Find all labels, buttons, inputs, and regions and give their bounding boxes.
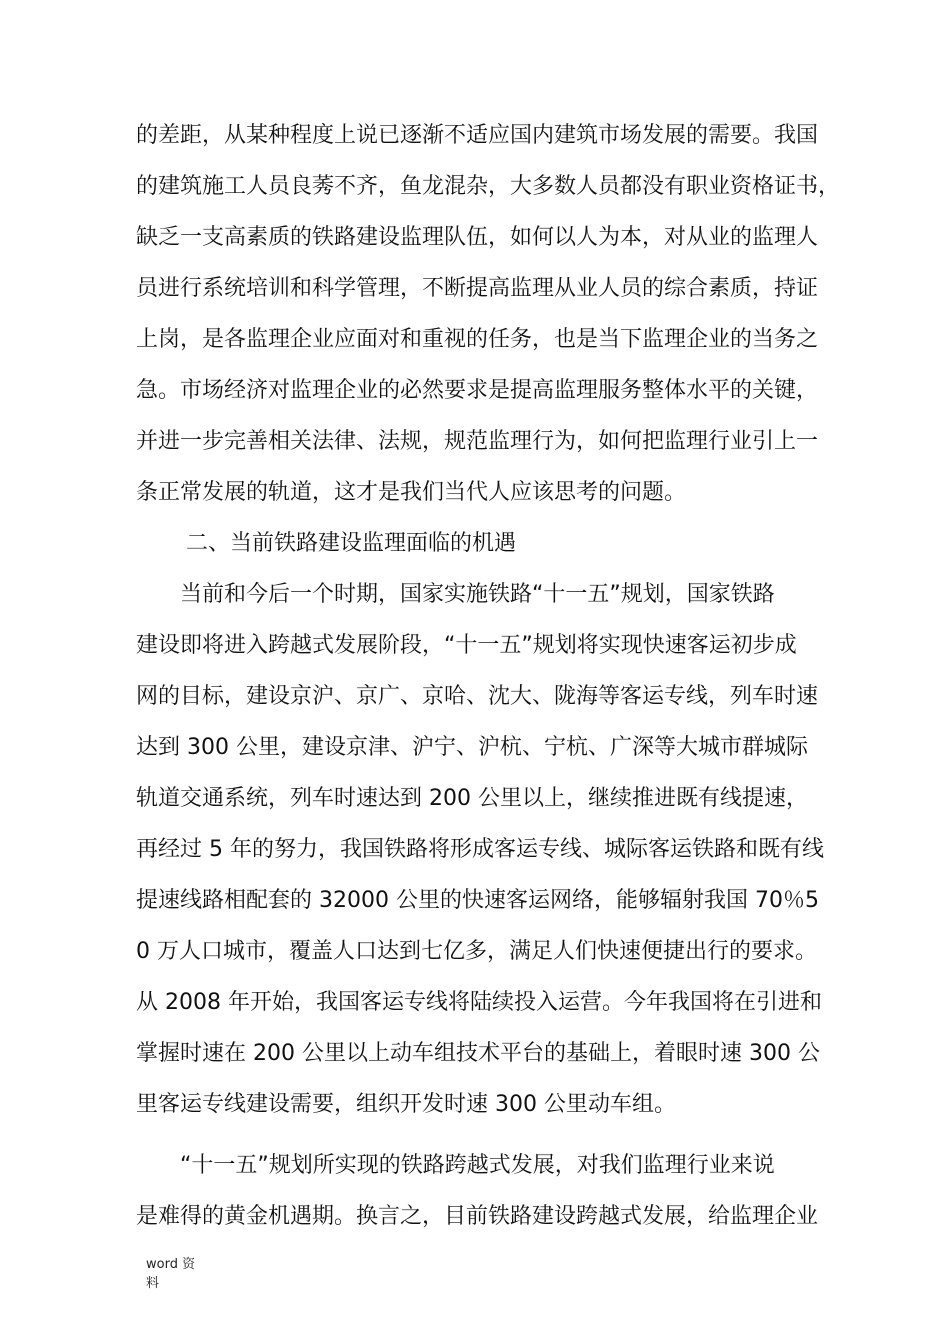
text-line: “十一五”规划所实现的铁路跨越式发展，对我们监理行业来说 bbox=[180, 1153, 775, 1178]
text-line: 当前和今后一个时期，国家实施铁路“十一五”规划，国家铁路 bbox=[180, 582, 775, 607]
paragraph-2 bbox=[136, 569, 836, 1130]
text-line: 员进行系统培训和科学管理，不断提高监理从业人员的综合素质，持证 bbox=[136, 276, 819, 301]
text-line: 网的目标，建设京沪、京广、京哈、沈大、陇海等客运专线，列车时速 bbox=[136, 684, 819, 709]
text-line: 的差距，从某种程度上说已逐渐不适应国内建筑市场发展的需要。我国 bbox=[136, 123, 819, 148]
text-line: 0 万人口城市，覆盖人口达到七亿多，满足人们快速便捷出行的要求。 bbox=[136, 939, 817, 964]
section-heading: 二、当前铁路建设监理面临的机遇 bbox=[186, 531, 517, 556]
text-line: 是难得的黄金机遇期。换言之，目前铁路建设跨越式发展，给监理企业 bbox=[136, 1204, 819, 1229]
text-line: 缺乏一支高素质的铁路建设监理队伍，如何以人为本，对从业的监理人 bbox=[136, 225, 819, 250]
footer-line: word 资 bbox=[146, 1257, 196, 1272]
text-line: 条正常发展的轨道，这才是我们当代人应该思考的问题。 bbox=[136, 480, 687, 505]
paragraph-3 bbox=[136, 1140, 836, 1242]
text-line: 并进一步完善相关法律、法规，规范监理行为，如何把监理行业引上一 bbox=[136, 429, 819, 454]
footer-line: 料 bbox=[146, 1276, 160, 1291]
text-line: 里客运专线建设需要，组织开发时速 300 公里动车组。 bbox=[136, 1092, 676, 1117]
text-line: 的建筑施工人员良莠不齐，鱼龙混杂，大多数人员都没有职业资格证书， bbox=[136, 174, 841, 199]
paragraph-1 bbox=[136, 110, 841, 518]
text-line: 轨道交通系统，列车时速达到 200 公里以上，继续推进既有线提速， bbox=[136, 786, 808, 811]
text-line: 急。市场经济对监理企业的必然要求是提高监理服务整体水平的关键， bbox=[136, 378, 819, 403]
text-line: 提速线路相配套的 32000 公里的快速客运网络，能够辐射我国 70％5 bbox=[136, 888, 819, 913]
page-footer bbox=[146, 1255, 206, 1293]
text-line: 掌握时速在 200 公里以上动车组技术平台的基础上，着眼时速 300 公 bbox=[136, 1041, 820, 1066]
document-body bbox=[136, 110, 841, 1242]
text-line: 上岗，是各监理企业应面对和重视的任务，也是当下监理企业的当务之 bbox=[136, 327, 819, 352]
text-line: 建设即将进入跨越式发展阶段，“十一五”规划将实现快速客运初步成 bbox=[136, 633, 797, 658]
text-line: 从 2008 年开始，我国客运专线将陆续投入运营。今年我国将在引进和 bbox=[136, 990, 822, 1015]
text-line: 再经过 5 年的努力，我国铁路将形成客运专线、城际客运铁路和既有线 bbox=[136, 837, 824, 862]
paragraph-spacer bbox=[136, 1130, 836, 1140]
text-line: 达到 300 公里，建设京津、沪宁、沪杭、宁杭、广深等大城市群城际 bbox=[136, 735, 808, 760]
